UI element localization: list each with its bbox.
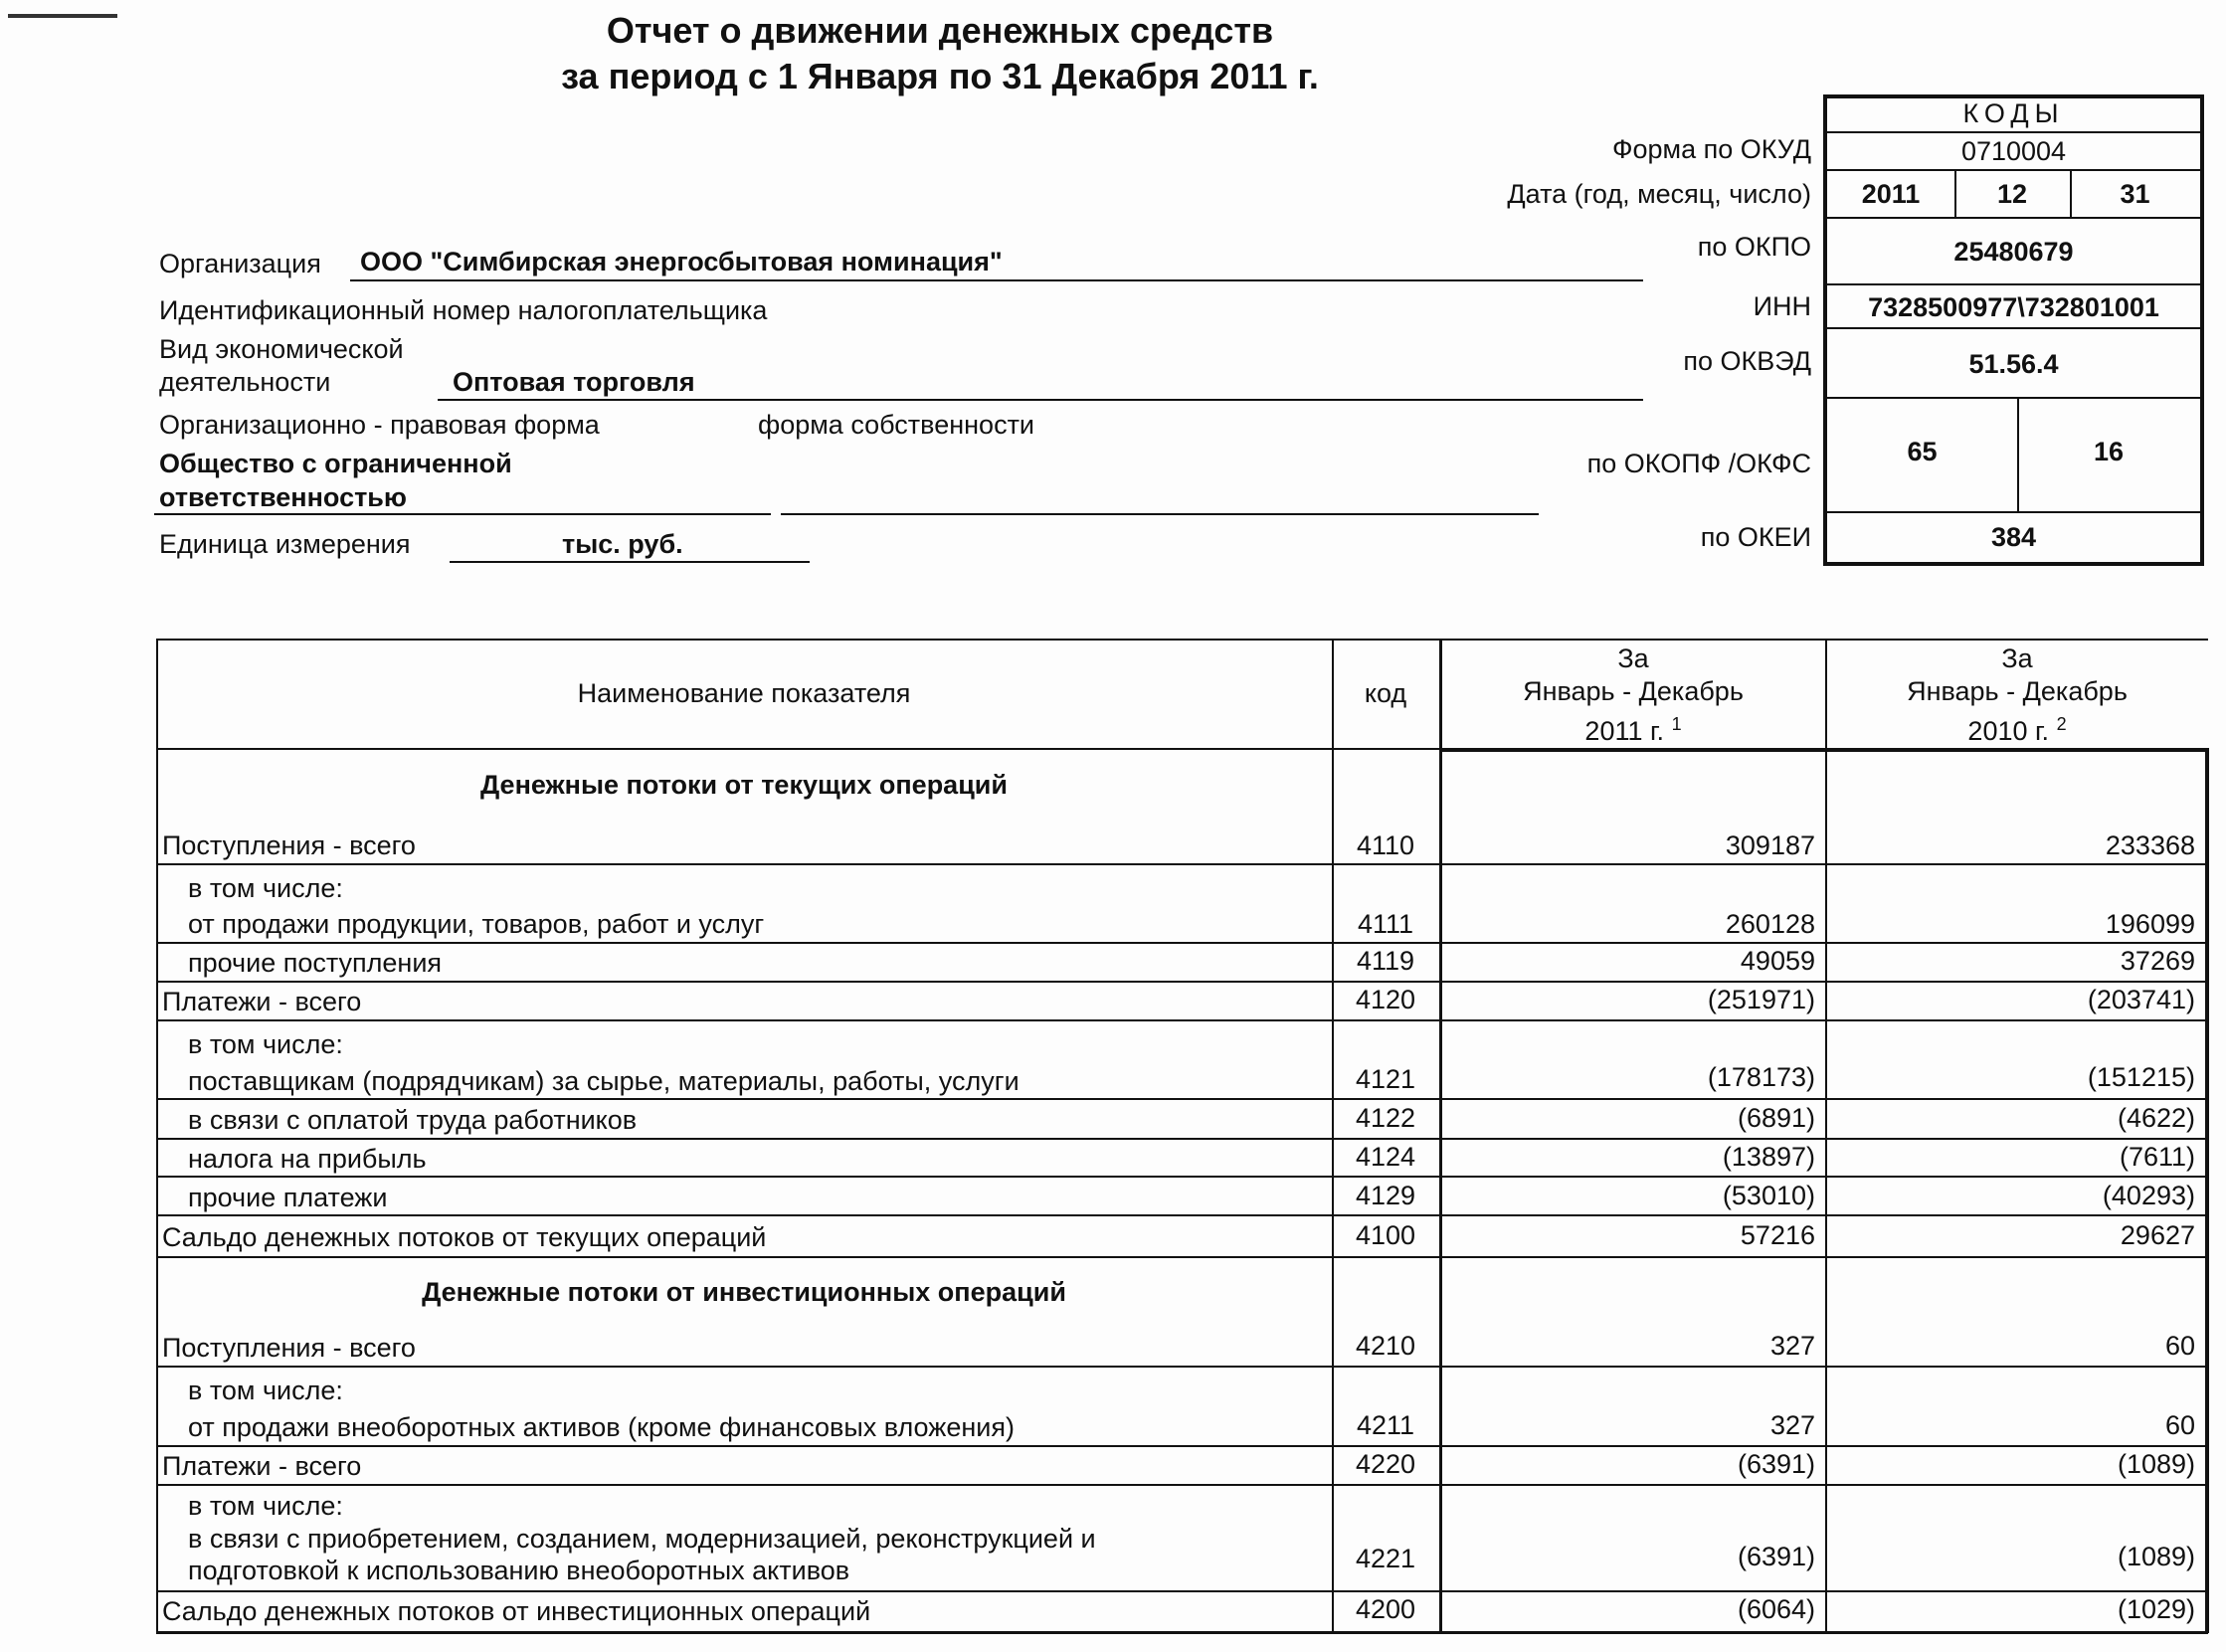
row-code: 4122 (1355, 1103, 1416, 1133)
table-row: прочие платежи (188, 1183, 388, 1212)
org-name: ООО "Симбирская энергосбытовая номинация" (360, 247, 1003, 276)
col-code-header: код (1364, 678, 1407, 708)
row-code: 4121 (1355, 1064, 1416, 1094)
okpo-value: 25480679 (1827, 219, 2200, 285)
row-value-2010: (7611) (2119, 1142, 2195, 1172)
row-value-2010: (203741) (2087, 985, 2195, 1014)
table-row: Сальдо денежных потоков от инвестиционных операций (162, 1596, 871, 1626)
okei-value: 384 (1990, 522, 2037, 552)
cashflow-table (156, 639, 2208, 1633)
row-code: 4210 (1355, 1331, 1416, 1361)
date-label: Дата (год, месяц, число) (1507, 179, 1811, 209)
incl-label: в том числе: (188, 1029, 343, 1059)
activity-label-1: Вид экономической (159, 334, 404, 364)
page-subtitle: за период с 1 Января по 31 Декабря 2011 г. (561, 56, 1319, 96)
row-value-2011: 309187 (1725, 830, 1815, 860)
row-value-2010: 60 (2164, 1331, 2195, 1361)
okopf-label: по ОКОПФ /ОКФС (1586, 449, 1811, 478)
table-row: в связи с оплатой труда работников (188, 1105, 638, 1135)
table-row: Сальдо денежных потоков от текущих операций (162, 1222, 767, 1252)
table-row: от продажи внеоборотных активов (кроме финансовых вложения) (188, 1412, 1015, 1442)
row-value-2010: (40293) (2102, 1181, 2195, 1210)
inn-text: Идентификационный номер налогоплательщика (159, 295, 768, 325)
row-value-2011: (6391) (1737, 1542, 1815, 1571)
table-row: прочие поступления (188, 948, 443, 978)
okud-label: Форма по ОКУД (1611, 134, 1811, 164)
row-code: 4211 (1356, 1410, 1415, 1440)
row-value-2011: 260128 (1725, 909, 1815, 939)
row-value-2010: 60 (2164, 1410, 2195, 1440)
row-value-2010: (1089) (2117, 1542, 2195, 1571)
incl-label: в том числе: (188, 873, 343, 903)
okved-label: по ОКВЭД (1683, 346, 1811, 376)
okopf-value: 65 (1907, 437, 1938, 466)
inn-value: 7328500977\732801001 (1827, 285, 2200, 329)
row-value-2011: 327 (1769, 1410, 1815, 1440)
page-title: Отчет о движении денежных средств (606, 10, 1274, 51)
row-code: 4220 (1355, 1449, 1416, 1479)
row-value-2011: (6891) (1737, 1103, 1815, 1133)
okved-value: 51.56.4 (1827, 329, 2200, 399)
legal-form-value-2: ответственностью (159, 482, 407, 512)
okopf-row (1827, 399, 2200, 513)
date-row (1827, 171, 2200, 219)
unit-label: Единица измерения (159, 529, 411, 559)
okei-label: по ОКЕИ (1700, 522, 1811, 552)
row-value-2010: 29627 (2120, 1220, 2195, 1250)
row-code: 4110 (1356, 830, 1415, 860)
activity-value: Оптовая торговля (453, 367, 695, 397)
row-value-2010: (1089) (2117, 1449, 2195, 1479)
unit-value: тыс. руб. (562, 529, 683, 559)
activity-label-2: деятельности (159, 367, 331, 397)
table-row: поставщикам (подрядчикам) за сырье, материалы, работы, услуги (188, 1066, 1020, 1096)
table-row: Поступления - всего (162, 1333, 416, 1363)
date-day: 31 (2120, 179, 2150, 209)
section-operating: Денежные потоки от текущих операций (479, 770, 1008, 800)
col-2010-header: За Январь - Декабрь 2010 г. $^2$ (1907, 643, 2128, 746)
row-value-2011: (6391) (1737, 1449, 1815, 1479)
row-value-2011: (251971) (1707, 985, 1815, 1014)
incl-label: в том числе: (188, 1376, 343, 1405)
row-value-2011: (178173) (1707, 1062, 1815, 1092)
org-label: Организация (159, 249, 321, 278)
row-value-2010: 233368 (2105, 830, 2195, 860)
row-value-2011: 49059 (1740, 946, 1815, 976)
table-row: в связи с приобретением, созданием, модернизацией, реконструкцией и (188, 1524, 1096, 1554)
legal-form-value-1: Общество с ограниченной (159, 449, 512, 478)
table-row: от продажи продукции, товаров, работ и услуг (188, 909, 765, 939)
row-code: 4200 (1355, 1594, 1416, 1624)
table-row: Поступления - всего (162, 830, 416, 860)
row-value-2011: 57216 (1740, 1220, 1815, 1250)
table-row: налога на прибыль (188, 1144, 427, 1174)
legal-form-label: Организационно - правовая форма (159, 410, 600, 440)
okpo-label: по ОКПО (1697, 232, 1811, 262)
inn-label: ИНН (1753, 291, 1811, 321)
table-row: Платежи - всего (162, 1451, 362, 1481)
row-value-2011: 327 (1769, 1331, 1815, 1361)
okfs-value: 16 (2093, 437, 2125, 466)
row-value-2010: (4622) (2117, 1103, 2195, 1133)
row-value-2010: 196099 (2105, 909, 2195, 939)
date-year: 2011 (1861, 179, 1921, 209)
section-investing: Денежные потоки от инвестиционных операций (422, 1277, 1066, 1307)
row-code: 4129 (1355, 1181, 1416, 1210)
row-value-2011: (6064) (1737, 1594, 1815, 1624)
row-value-2010: (1029) (2117, 1594, 2195, 1624)
row-code: 4221 (1355, 1544, 1416, 1573)
row-value-2011: (13897) (1722, 1142, 1815, 1172)
row-value-2010: 37269 (2120, 946, 2195, 976)
row-value-2010: (151215) (2087, 1062, 2195, 1092)
ownership-label: форма собственности (758, 410, 1035, 440)
table-row-cont: подготовкой к использованию внеоборотных активов (188, 1556, 850, 1585)
row-code: 4119 (1356, 946, 1415, 976)
col-name-header: Наименование показателя (577, 678, 911, 708)
row-code: 4124 (1355, 1142, 1416, 1172)
row-code: 4120 (1355, 985, 1416, 1014)
row-value-2011: (53010) (1722, 1181, 1815, 1210)
row-code: 4100 (1355, 1220, 1416, 1250)
date-month: 12 (1996, 179, 2028, 209)
col-2011-header: За Январь - Декабрь 2011 г. $^1$ (1523, 643, 1744, 746)
table-row: Платежи - всего (162, 987, 362, 1016)
row-code: 4111 (1357, 909, 1414, 939)
codes-box (1823, 94, 2204, 566)
incl-label: в том числе: (188, 1491, 343, 1521)
okud-value: 0710004 (1827, 133, 2200, 171)
codes-title: КОДЫ (1827, 98, 2200, 133)
